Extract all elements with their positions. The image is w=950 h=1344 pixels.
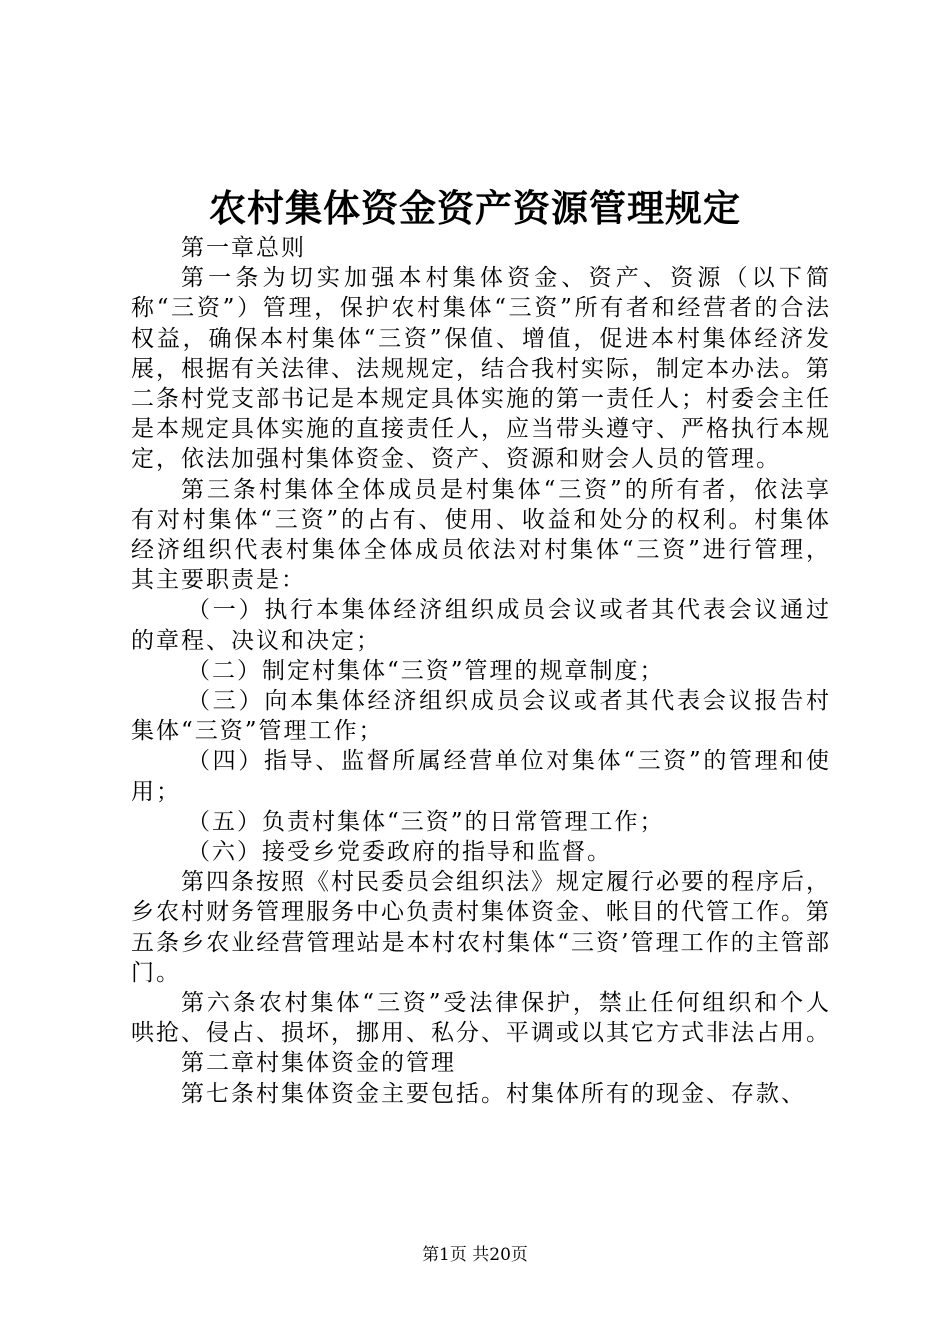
list-item: （二）制定村集体“三资”管理的规章制度； <box>187 657 665 684</box>
chapter-heading: 第二章村集体资金的管理 <box>181 1050 456 1077</box>
document-title: 农村集体资金资产资源管理规定 <box>209 186 741 230</box>
chapter-heading: 第一章总则 <box>181 235 306 261</box>
list-item: （四）指导、监督所属经营单位对集体“三资”的管理和使用； <box>131 748 831 805</box>
list-item: （六）接受乡党委政府的指导和监督。 <box>187 839 612 866</box>
list-item: （五）负责村集体“三资”的日常管理工作； <box>187 808 665 835</box>
paragraph: 第四条按照《村民委员会组织法》规定履行必要的程序后，乡农村财务管理服务中心负责村集体资金、帐目的代管工作。第五条乡农业经营管理站是本村农村集体“三资’管理工作的主管部门。 <box>131 869 831 986</box>
page-footer: 第1页 共20页 <box>422 1245 528 1265</box>
paragraph: 第七条村集体资金主要包括。村集体所有的现金、存款、 <box>181 1080 806 1107</box>
document-body <box>131 233 831 1109</box>
paragraph: 第三条村集体全体成员是村集体“三资”的所有者，依法享有对村集体“三资”的占有、使用、收益和处分的权利。村集体经济组织代表村集体全体成员依法对村集体“三资”进行管理，其主要职责是： <box>131 476 831 594</box>
paragraph: 第六条农村集体“三资”受法律保护，禁止任何组织和个人哄抢、侵占、损坏，挪用、私分、平调或以其它方式非法占用。 <box>131 990 831 1047</box>
list-item: （一）执行本集体经济组织成员会议或者其代表会议通过的章程、决议和决定； <box>131 597 831 654</box>
list-item: （三）向本集体经济组织成员会议或者其代表会议报告村集体“三资”管理工作； <box>131 688 831 745</box>
paragraph: 第一条为切实加强本村集体资金、资产、资源（以下简称“三资”）管理，保护农村集体“三资”所有者和经营者的合法权益，确保本村集体“三资”保值、增值，促进本村集体经济发展，根据有关法律、法规规定，结合我村实际，制定本办法。第二条村党支部书记是本规定具体实施的第一责任人；村委会主任是本规定具体实施的直接责任人，应当带头遵守、严格执行本规定，依法加强村集体资金、资产、资源和财会人员的管理。 <box>131 265 831 473</box>
